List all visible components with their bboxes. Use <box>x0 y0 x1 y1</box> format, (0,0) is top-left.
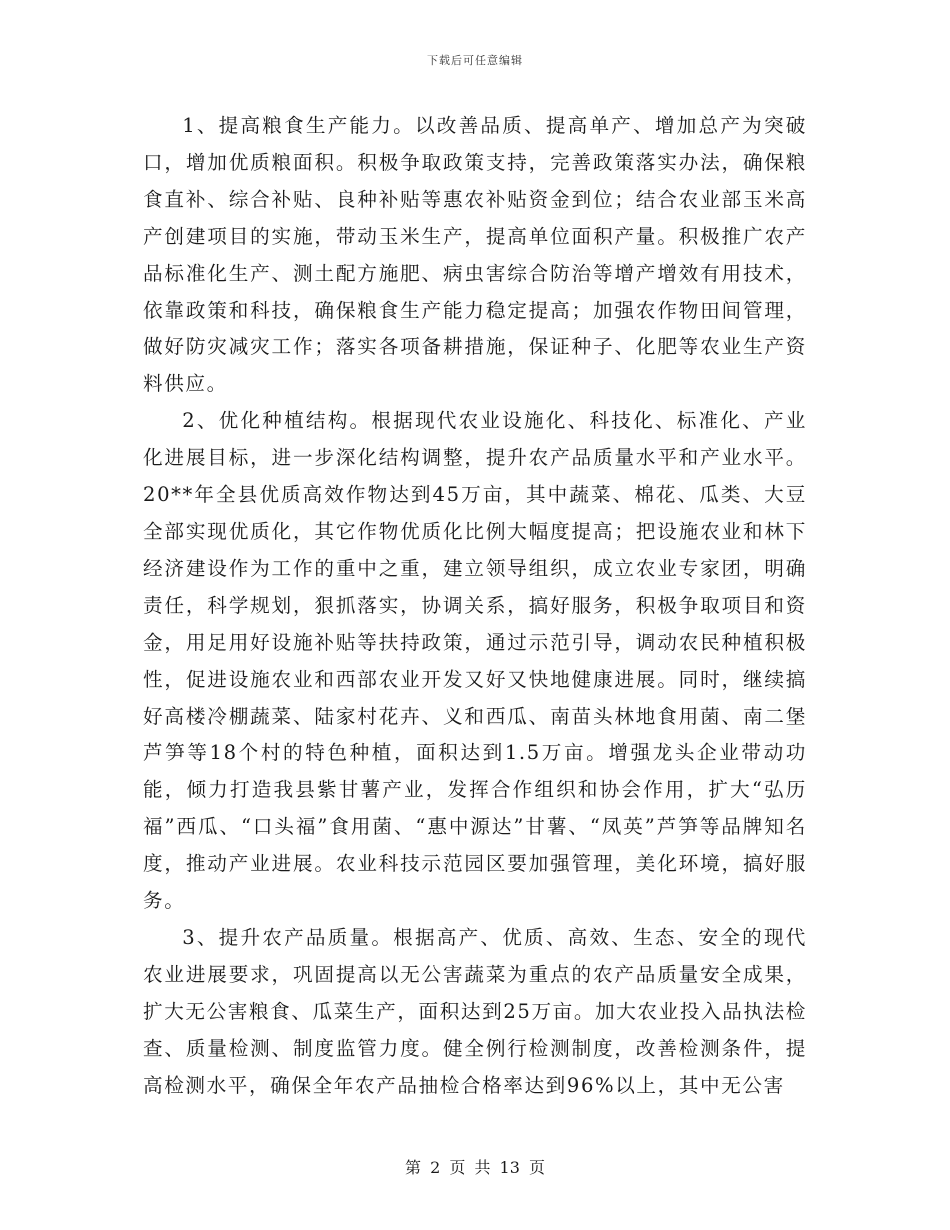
paragraph-product-quality: 3、提升农产品质量。根据高产、优质、高效、生态、安全的现代农业进展要求，巩固提高以无公害蔬菜为重点的农产品质量安全成果，扩大无公害粮食、瓜菜生产，面积达到25万亩。加大农业投入品执法检查、质量检测、制度监管力度。健全例行检测制度，改善检测条件，提高检测水平，确保全年农产品抽检合格率达到96%以上，其中无公害 <box>143 925 807 1097</box>
page-number-footer: 第 2 页 共 13 页 <box>405 1158 545 1177</box>
page-header-note: 下载后可任意编辑 <box>427 54 523 67</box>
paragraph-planting-structure: 2、优化种植结构。根据现代农业设施化、科技化、标准化、产业化进展目标，进一步深化结构调整，提升农产品质量水平和产业水平。20**年全县优质高效作物达到45万亩，其中蔬菜、棉花、瓜类、大豆全部实现优质化，其它作物优质化比例大幅度提高；把设施农业和林下经济建设作为工作的重中之重，建立领导组织，成立农业专家团，明确责任，科学规划，狠抓落实，协调关系，搞好服务，积极争取项目和资金，用足用好设施补贴等扶持政策，通过示范引导，调动农民种植积极性，促进设施农业和西部农业开发又好又快地健康进展。同时，继续搞好高楼冷棚蔬菜、陆家村花卉、义和西瓜、南苗头林地食用菌、南二堡芦笋等18个村的特色种植，面积达到1.5万亩。增强龙头企业带动功能，倾力打造我县紫甘薯产业，发挥合作组织和协会作用，扩大“弘历福”西瓜、“口头福”食用菌、“惠中源达”甘薯、“凤英”芦笋等品牌知名度，推动产业进展。农业科技示范园区要加强管理，美化环境，搞好服务。 <box>143 409 807 913</box>
paragraph-grain-production: 1、提高粮食生产能力。以改善品质、提高单产、增加总产为突破口，增加优质粮面积。积极争取政策支持，完善政策落实办法，确保粮食直补、综合补贴、良种补贴等惠农补贴资金到位；结合农业部玉米高产创建项目的实施，带动玉米生产，提高单位面积产量。积极推广农产品标准化生产、测土配方施肥、病虫害综合防治等增产增效有用技术，依靠政策和科技，确保粮食生产能力稳定提高；加强农作物田间管理，做好防灾减灾工作；落实各项备耕措施，保证种子、化肥等农业生产资料供应。 <box>143 114 807 396</box>
document-body <box>143 108 807 1104</box>
